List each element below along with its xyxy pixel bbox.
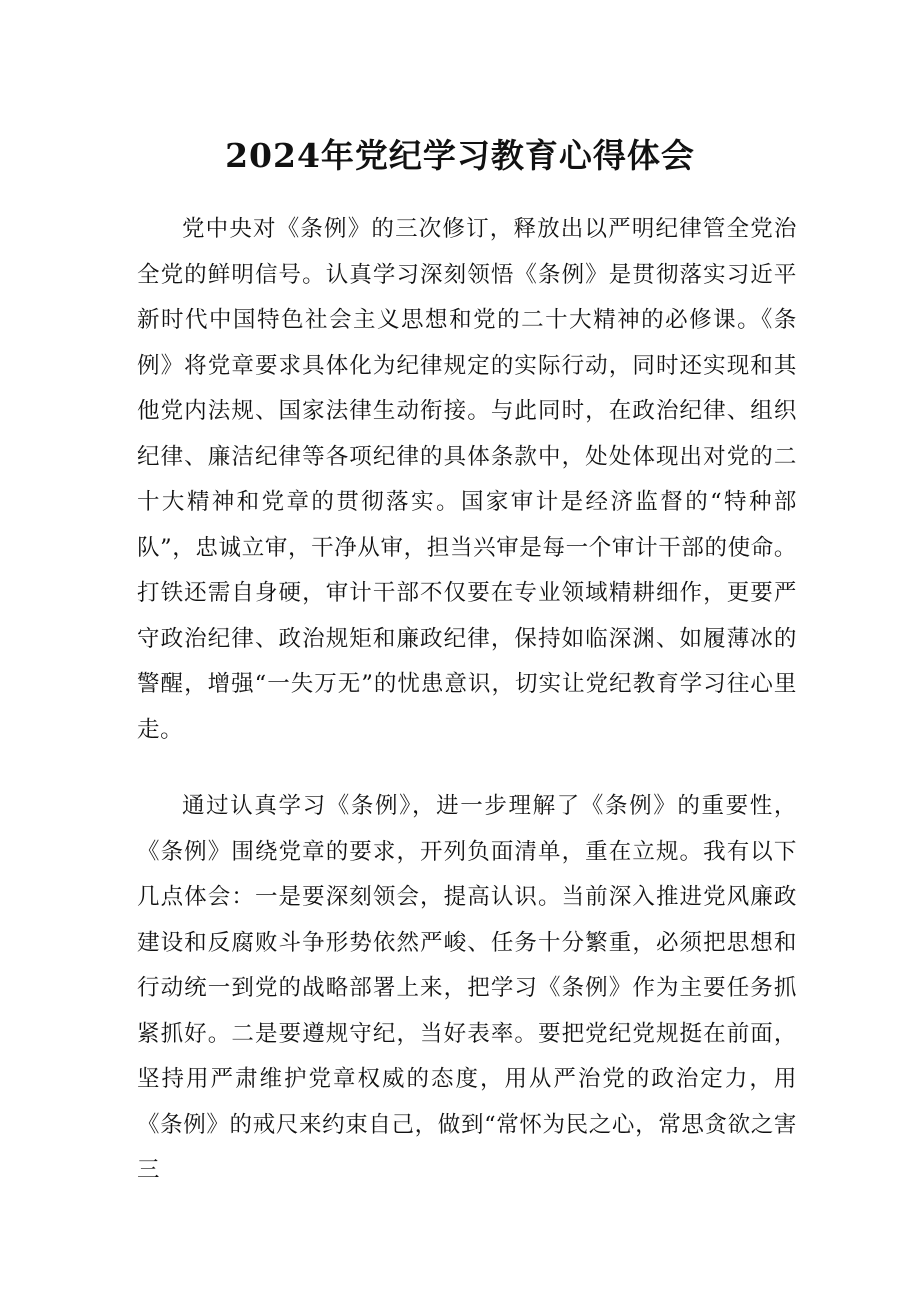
paragraph-1: 党中央对《条例》的三次修订，释放出以严明纪律管全党治全党的鲜明信号。认真学习深刻领悟《条例》是贯彻落实习近平新时代中国特色社会主义思想和党的二十大精神的必修课。《条例》将党章要求具体化为纪律规定的实际行动，同时还实现和其他党内法规、国家法律生动衔接。与此同时，在政治纪律、组织纪律、廉洁纪律等各项纪律的具体条款中，处处体现出对党的二十大精神和党章的贯彻落实。国家审计是经济监督的“特种部队”，忠诚立审，干净从审，担当兴审是每一个审计干部的使命。打铁还需自身硬，审计干部不仅要在专业领域精耕细作，更要严守政治纪律、政治规矩和廉政纪律，保持如临深渊、如履薄冰的警醒，增强“一失万无”的忧患意识，切实让党纪教育学习往心里走。 [137, 216, 797, 743]
document-title: 2024年党纪学习教育心得体会 [225, 136, 695, 176]
paragraph-2: 通过认真学习《条例》，进一步理解了《条例》的重要性，《条例》围绕党章的要求，开列负面清单，重在立规。我有以下几点体会：一是要深刻领会，提高认识。当前深入推进党风廉政建设和反腐败斗争形势依然严峻、任务十分繁重，必须把思想和行动统一到党的战略部署上来，把学习《条例》作为主要任务抓紧抓好。二是要遵规守纪，当好表率。要把党纪党规挺在前面，坚持用严肃维护党章权威的态度，用从严治党的政治定力，用《条例》的戒尺来约束自己，做到“常怀为民之心，常思贪欲之害三 [137, 793, 797, 1183]
